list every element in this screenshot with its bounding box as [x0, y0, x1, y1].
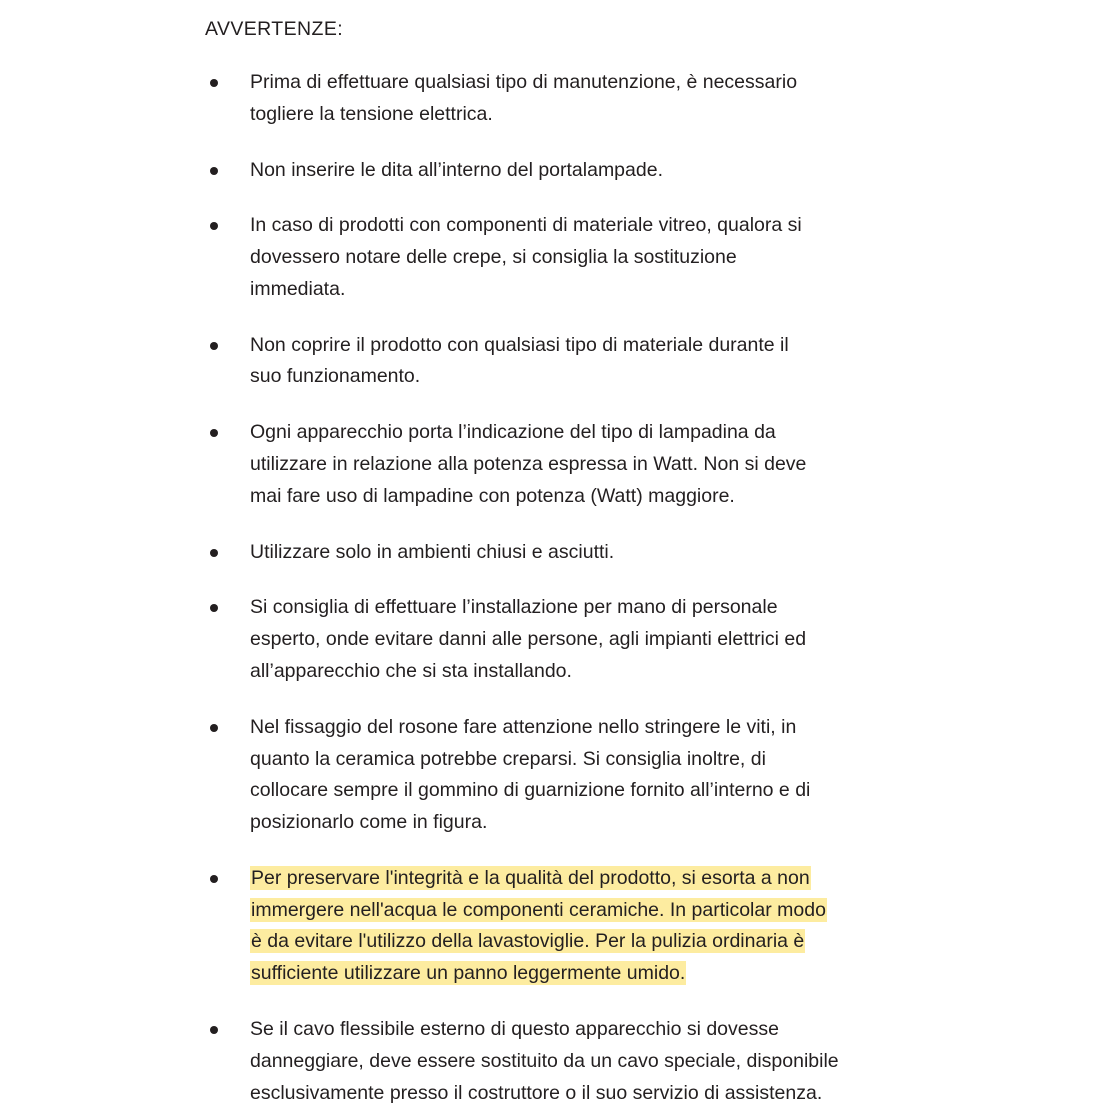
text-line — [250, 863, 811, 895]
bullet-icon — [210, 549, 218, 557]
list-item-text — [250, 67, 1040, 131]
text-line: Non coprire il prodotto con qualsiasi tipo di materiale durante il — [250, 333, 789, 356]
list-item-text — [250, 155, 1040, 187]
text-line: esperto, onde evitare danni alle persone, agli impianti elettrici ed — [250, 628, 807, 651]
list-item — [205, 67, 1040, 131]
text-line — [250, 958, 686, 990]
text-line: Prima di effettuare qualsiasi tipo di manutenzione, è necessario — [250, 71, 798, 93]
bullet-icon — [210, 222, 218, 230]
text-line: dovessero notare delle crepe, si consiglia la sostituzione — [250, 246, 737, 269]
bullet-icon — [210, 604, 218, 612]
text-line: Si consiglia di effettuare l’installazione per mano di personale — [250, 596, 778, 619]
list-item-text — [250, 537, 1040, 569]
list-item-text — [250, 210, 1040, 305]
text-line: togliere la tensione elettrica. — [250, 102, 493, 125]
text-line: immediata. — [250, 277, 346, 300]
list-item-text — [250, 1014, 1040, 1109]
list-item — [205, 155, 1040, 187]
text-line: quanto la ceramica potrebbe creparsi. Si consiglia inoltre, di — [250, 747, 766, 770]
highlighted-text: sufficiente utilizzare un panno leggermente umido. — [251, 962, 686, 985]
list-item — [205, 417, 1040, 512]
highlighted-text: è da evitare l'utilizzo della lavastoviglie. Per la pulizia ordinaria è — [251, 930, 805, 953]
text-line: Ogni apparecchio porta l’indicazione del tipo di lampadina da — [250, 421, 776, 444]
text-line: esclusivamente presso il costruttore o il suo servizio di assistenza. — [250, 1081, 823, 1104]
text-line — [250, 895, 827, 927]
list-item — [205, 330, 1040, 394]
text-line: mai fare uso di lampadine con potenza (Watt) maggiore. — [250, 484, 735, 507]
text-line: In caso di prodotti con componenti di materiale vitreo, qualora si — [250, 214, 802, 237]
bullet-icon — [210, 875, 218, 883]
list-item-text — [250, 330, 1040, 394]
text-line: Utilizzare solo in ambienti chiusi e asciutti. — [250, 540, 615, 563]
text-line: danneggiare, deve essere sostituito da un cavo speciale, disponibile — [250, 1049, 839, 1072]
bullet-icon — [210, 167, 218, 175]
bullet-icon — [210, 79, 218, 87]
text-line: collocare sempre il gommino di guarnizione fornito all’interno e di — [250, 779, 811, 802]
highlighted-text: immergere nell'acqua le componenti ceramiche. In particolar modo — [251, 898, 826, 921]
page-title: AVVERTENZE: — [205, 18, 344, 40]
text-line — [250, 926, 805, 958]
text-line: posizionarlo come in figura. — [250, 811, 488, 834]
text-line: Se il cavo flessibile esterno di questo apparecchio si dovesse — [250, 1017, 779, 1040]
list-item-text — [250, 592, 1040, 687]
text-line: utilizzare in relazione alla potenza espressa in Watt. Non si deve — [250, 453, 807, 476]
highlighted-text: Per preservare l'integrità e la qualità del prodotto, si esorta a non — [251, 866, 810, 889]
list-item-text — [250, 417, 1040, 512]
bullet-icon — [210, 342, 218, 350]
text-line: all’apparecchio che si sta installando. — [250, 659, 572, 682]
bullet-icon — [210, 429, 218, 437]
list-item — [205, 210, 1040, 305]
text-line: suo funzionamento. — [250, 365, 421, 388]
list-item — [205, 592, 1040, 687]
list-item-text — [250, 712, 1040, 839]
list-item — [205, 712, 1040, 839]
list-item — [205, 1014, 1040, 1109]
bullet-icon — [210, 724, 218, 732]
text-line: Non inserire le dita all’interno del portalampade. — [250, 158, 663, 181]
text-line: Nel fissaggio del rosone fare attenzione nello stringere le viti, in — [250, 715, 797, 738]
list-item — [205, 863, 1040, 990]
bullet-icon — [210, 1026, 218, 1034]
list-item-text — [250, 863, 1040, 990]
warnings-list — [205, 67, 1040, 1109]
list-item — [205, 537, 1040, 569]
